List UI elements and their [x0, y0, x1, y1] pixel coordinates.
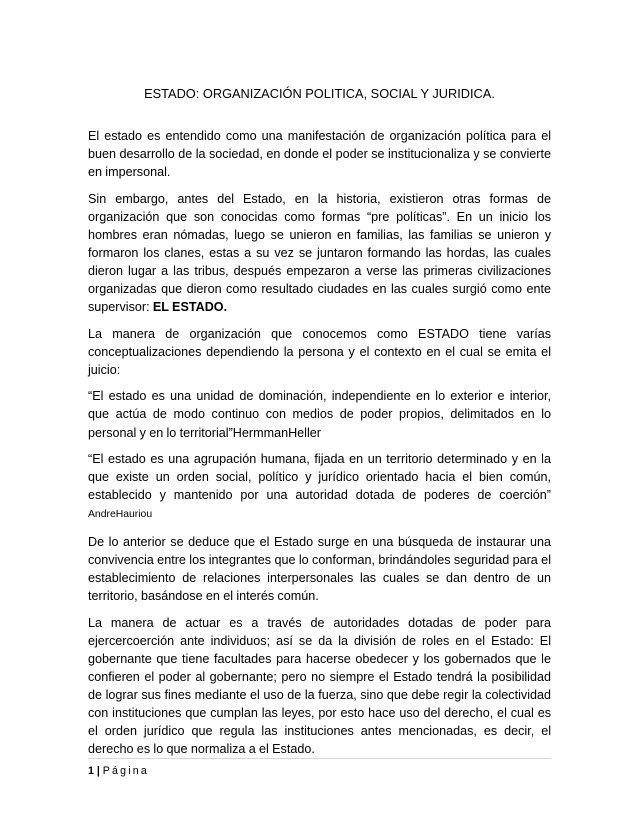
footer-divider: [88, 758, 551, 759]
quote-hauriou: [88, 450, 551, 524]
paragraph-deduction: De lo anterior se deduce que el Estado surge en una búsqueda de instaurar una convivencia entre los integrantes que lo conforman, brindándoles seguridad para el establecimiento de relaciones interpersonales las cuales se dan dentro de un territorio, basándose en el interés común.: [88, 534, 551, 604]
footer-separator: |: [96, 765, 100, 777]
paragraph-history-text: Sin embargo, antes del Estado, en la historia, existieron otras formas de organización que son conocidas como formas “pre políticas”. En un inicio los hombres eran nómadas, luego se unieron en familias, las familias se unieron y formaron los clanes, estas a su vez se juntaron formando las hordas, las cuales dieron lugar a las tribus, después empezaron a verse las primeras civilizaciones organizadas que dieron como resultado ciudades en las cuales surgió como ente supervisor:: [88, 191, 551, 315]
page-footer: [88, 764, 149, 778]
paragraph-history: [88, 190, 551, 317]
paragraph-conceptualizations: La manera de organización que conocemos como ESTADO tiene varías conceptualizaciones dependiendo la persona y el contexto en el cual se emita el juicio:: [88, 326, 551, 377]
document-title: ESTADO: ORGANIZACIÓN POLITICA, SOCIAL Y JURIDICA.: [144, 86, 495, 101]
quote-heller: “El estado es una unidad de dominación, independiente en lo exterior e interior, que actúa de modo continuo con medios de poder propios, delimitados en lo personal y en lo territorial”HermmanHeller: [88, 389, 551, 440]
quote-hauriou-author: AndreHauriou: [88, 509, 153, 521]
document-body: [88, 127, 551, 758]
paragraph-history-emphasis: EL ESTADO.: [152, 300, 228, 315]
page-number: 1: [88, 765, 94, 777]
paragraph-authority: La manera de actuar es a través de autoridades dotadas de poder para ejercercoerción ante individuos; así se da la división de roles en el Estado: El gobernante que tiene facultades para hacerse obedecer y los gobernados que le confieren el poder al gobernante; pero no siempre el Estado tendrá la posibilidad de lograr sus fines mediante el uso de la fuerza, sino que debe regir la colectividad con instituciones que cumplan las leyes, por esto hace uso del derecho, el cual es el orden jurídico que regula las instituciones antes mencionadas, es decir, el derecho es lo que normaliza a el Estado.: [88, 615, 551, 757]
page-label: Página: [102, 765, 149, 777]
paragraph-definition: El estado es entendido como una manifestación de organización política para el buen desarrollo de la sociedad, en donde el poder se institucionaliza y se convierte en impersonal.: [88, 129, 551, 180]
quote-hauriou-text: “El estado es una agrupación humana, fijada en un territorio determinado y en la que existe un orden social, político y jurídico orientado hacia el bien común, establecido y mantenido por una autoridad dotada de poderes de coerción”: [88, 452, 551, 503]
